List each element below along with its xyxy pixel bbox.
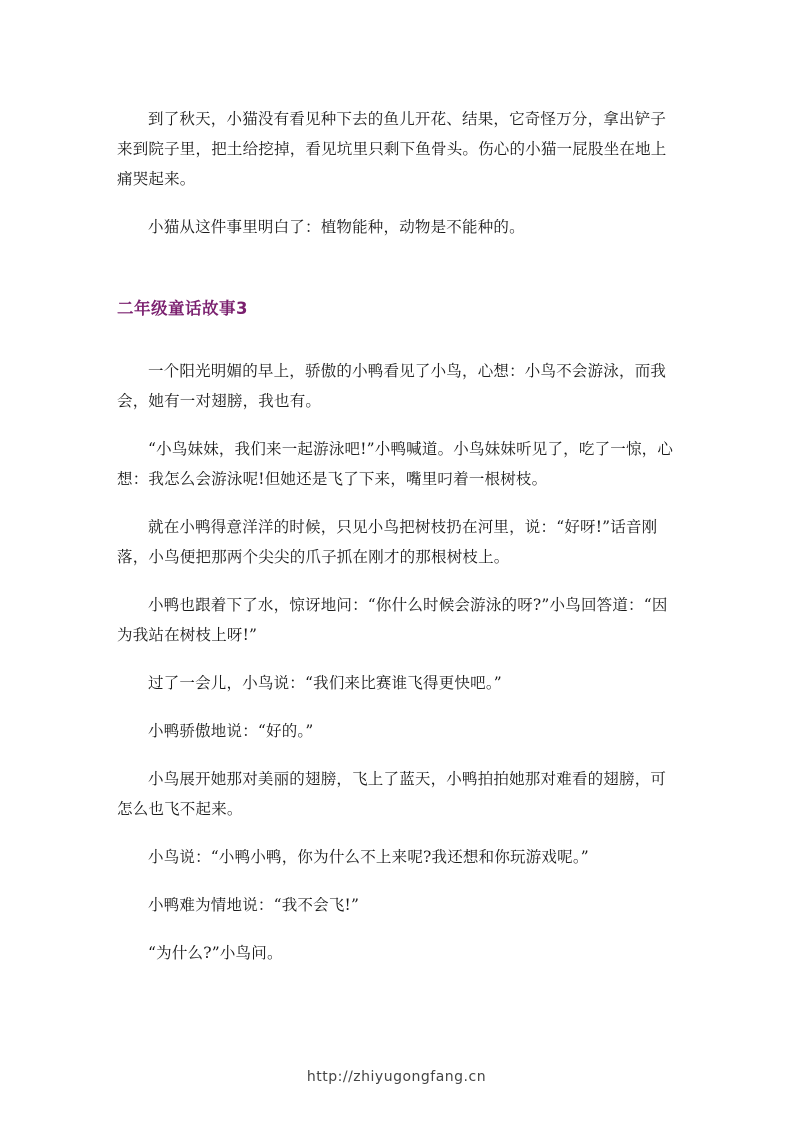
section-heading: 二年级童话故事3 xyxy=(117,299,248,318)
story-paragraph: “小鸟妹妹，我们来一起游泳吧!”小鸭喊道。小鸟妹妹听见了，吃了一惊，心想：我怎么会游泳呢!但她还是飞了下来，嘴里叼着一根树枝。 xyxy=(117,440,674,488)
story-paragraph: 就在小鸭得意洋洋的时候，只见小鸟把树枝扔在河里，说：“好呀!”话音刚落，小鸟便把那两个尖尖的爪子抓在刚才的那根树枝上。 xyxy=(117,518,658,566)
story-paragraph: “为什么?”小鸟问。 xyxy=(148,944,283,962)
story-paragraph: 过了一会儿，小鸟说：“我们来比赛谁飞得更快吧。” xyxy=(148,674,502,692)
story-paragraph: 小鸟说：“小鸭小鸭，你为什么不上来呢?我还想和你玩游戏呢。” xyxy=(148,848,589,866)
story-paragraph: 小鸭骄傲地说：“好的。” xyxy=(148,722,314,740)
story-paragraph: 一个阳光明媚的早上，骄傲的小鸭看见了小鸟，心想：小鸟不会游泳，而我会，她有一对翅膀，我也有。 xyxy=(117,362,667,410)
footer-url: http://zhiyugongfang.cn xyxy=(306,1069,487,1085)
paragraph-autumn: 到了秋天，小猫没有看见种下去的鱼儿开花、结果，它奇怪万分，拿出铲子来到院子里，把土给挖掉，看见坑里只剩下鱼骨头。伤心的小猫一屁股坐在地上痛哭起来。 xyxy=(117,110,667,188)
story-paragraph: 小鸭也跟着下了水，惊讶地问：“你什么时候会游泳的呀?”小鸟回答道：“因为我站在树枝上呀!” xyxy=(117,596,668,644)
story-paragraph: 小鸭难为情地说：“我不会飞!” xyxy=(148,896,360,914)
paragraph-lesson: 小猫从这件事里明白了：植物能种，动物是不能种的。 xyxy=(148,218,525,236)
story-paragraph: 小鸟展开她那对美丽的翅膀，飞上了蓝天，小鸭拍拍她那对难看的翅膀，可怎么也飞不起来。 xyxy=(117,770,667,818)
document-body xyxy=(117,104,677,968)
